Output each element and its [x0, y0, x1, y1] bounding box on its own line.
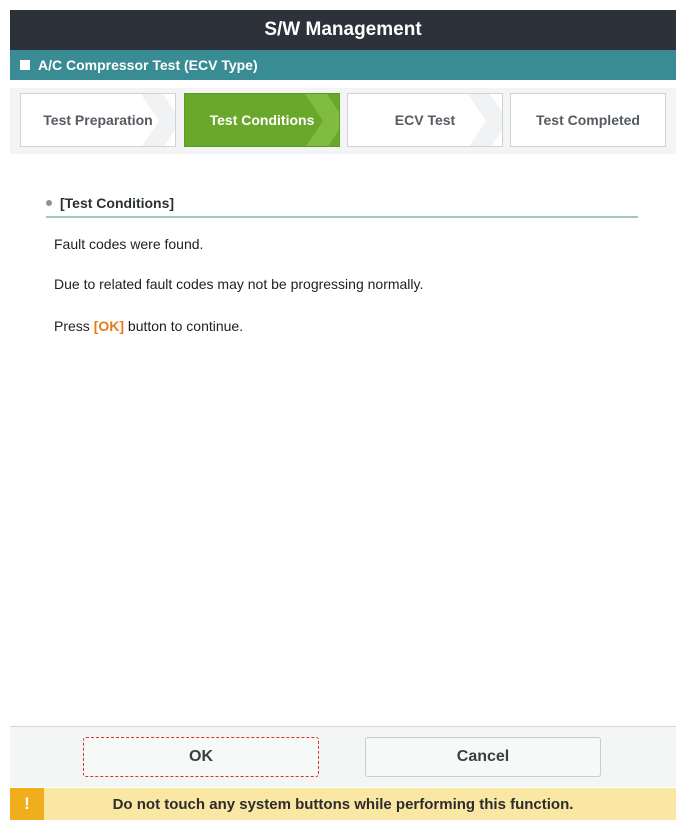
step-label: ECV Test	[394, 112, 456, 128]
step-ecv-test	[347, 93, 503, 147]
warning-text: Do not touch any system buttons while performing this function.	[112, 796, 574, 813]
step-indicator	[10, 88, 676, 154]
ok-button[interactable]: OK	[83, 737, 319, 777]
message-line-2: Due to related fault codes may not be progressing normally.	[54, 276, 424, 292]
message-suffix: button to continue.	[124, 318, 244, 334]
step-label: Test Preparation	[43, 112, 153, 128]
step-test-conditions	[184, 93, 340, 147]
test-header	[10, 50, 676, 80]
section-heading	[46, 190, 638, 218]
ok-highlight: [OK]	[93, 318, 125, 334]
step-test-preparation	[20, 93, 176, 147]
button-bar	[10, 726, 676, 787]
test-title: A/C Compressor Test (ECV Type)	[38, 57, 258, 73]
message-line-1: Fault codes were found.	[54, 236, 204, 252]
square-icon	[20, 60, 30, 70]
app-window	[10, 10, 676, 822]
step-label: Test Completed	[536, 112, 640, 128]
section-title: [Test Conditions]	[60, 195, 175, 211]
chevron-arrow-icon	[468, 94, 503, 147]
message-line-3	[54, 318, 243, 334]
warning-icon: !	[10, 788, 44, 820]
window-title: S/W Management	[10, 10, 676, 50]
step-test-completed	[510, 93, 666, 147]
bullet-icon	[46, 200, 52, 206]
warning-banner	[10, 788, 676, 820]
message-prefix: Press	[54, 318, 94, 334]
step-label: Test Conditions	[209, 112, 315, 128]
cancel-button[interactable]: Cancel	[365, 737, 601, 777]
